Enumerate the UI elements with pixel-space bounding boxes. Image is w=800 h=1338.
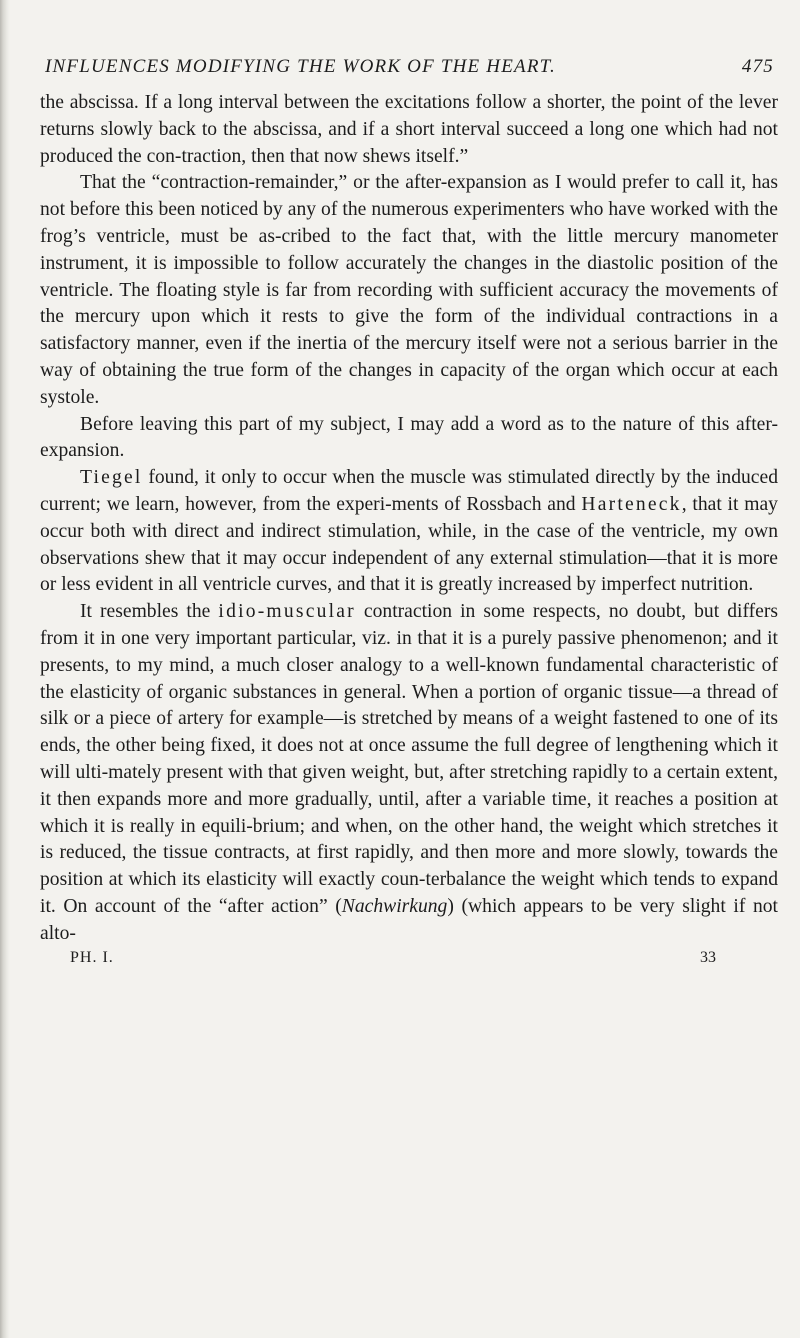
paragraph-5-text-b: contraction in some respects, no doubt, but differs from it in one very important particular, viz. in that it is a purely passive phenomenon; and it presents, to my mind, a much closer analogy to a well-known fundamental characteristic of the elasticity of organic substances in general. When a portion of organic tissue—a thread of silk or a piece of artery for example—is stretched by means of a weight fastened to one of its ends, the other being fixed, it does not at once assume the full degree of lengthening which it will ulti-mately present with that given weight, but, after stretching rapidly to a certain extent, it then expands more and more gradually, until, after a variable time, it reaches a position at which it is really in equili-brium; and when, on the other hand, the weight which stretches it is reduced, the tissue contracts, at first rapidly, and then more and more slowly, towards the position at which its elasticity will exactly coun-terbalance the weight which tends to expand it. On account of the “after action” ( xyxy=(40,601,778,917)
paragraph-2 xyxy=(40,170,778,411)
body-text xyxy=(40,90,778,948)
paragraph-2-text: That the “contraction-remainder,” or the after-expansion as I would prefer to call it, has not before this been noticed by any of the numerous experimenters who have worked with the frog’s ventricle, must be as-cribed to the fact that, with the little mercury manometer instrument, it is impossible to follow accurately the changes in the diastolic position of the ventricle. The floating style is far from recording with sufficient accuracy the movements of the mercury upon which it rests to give the form of the individual contractions in a satisfactory manner, even if the inertia of the mercury itself were not a serious barrier in the way of obtaining the true form of the changes in capacity of the organ which occur at each systole. xyxy=(40,172,778,408)
book-page xyxy=(40,56,778,973)
paragraph-4-text-a: found, it only to occur when the muscle was stimulated directly by the induced current; we learn, however, from the experi-ments of Rossbach and xyxy=(40,467,778,515)
term-idio-muscular: idio-muscular xyxy=(218,601,356,623)
paragraph-3-text: Before leaving this part of my subject, I may add a word as to the nature of this after-expansion. xyxy=(40,413,778,462)
paragraph-4 xyxy=(40,465,778,599)
running-head xyxy=(40,56,778,90)
sheet-number: 33 xyxy=(700,948,716,966)
page-footer xyxy=(40,949,778,973)
paragraph-4-text-b: , that it may occur both with direct and indirect stimulation, while, in the case of the ventricle, my own observations shew that it may occur independent of any external stimulation—that it is more or less evident in all ventricle curves, and that it is greatly increased by imperfect nutrition. xyxy=(40,493,778,596)
paragraph-3 xyxy=(40,412,778,466)
author-name-harteneck: Harteneck xyxy=(581,493,682,515)
running-title: INFLUENCES MODIFYING THE WORK OF THE HEART. xyxy=(45,56,556,77)
page-edge-shadow xyxy=(0,0,10,1338)
paragraph-5-text-c: ) (which appears to be very slight if not alto- xyxy=(40,895,778,944)
paragraph-5 xyxy=(40,599,778,947)
author-name-tiegel: Tiegel xyxy=(80,467,143,489)
paragraph-1-text: the abscissa. If a long interval between the excitations follow a shorter, the point of the lever returns slowly back to the abscissa, and if a short interval succeed a long one which had not produced the con-traction, then that now shews itself.” xyxy=(40,92,778,167)
paragraph-5-text-a: It resembles the xyxy=(80,601,219,623)
paragraph-1 xyxy=(40,90,778,170)
signature-mark: PH. I. xyxy=(70,948,114,966)
page-number: 475 xyxy=(741,56,774,77)
term-nachwirkung: Nachwirkung xyxy=(341,895,448,917)
